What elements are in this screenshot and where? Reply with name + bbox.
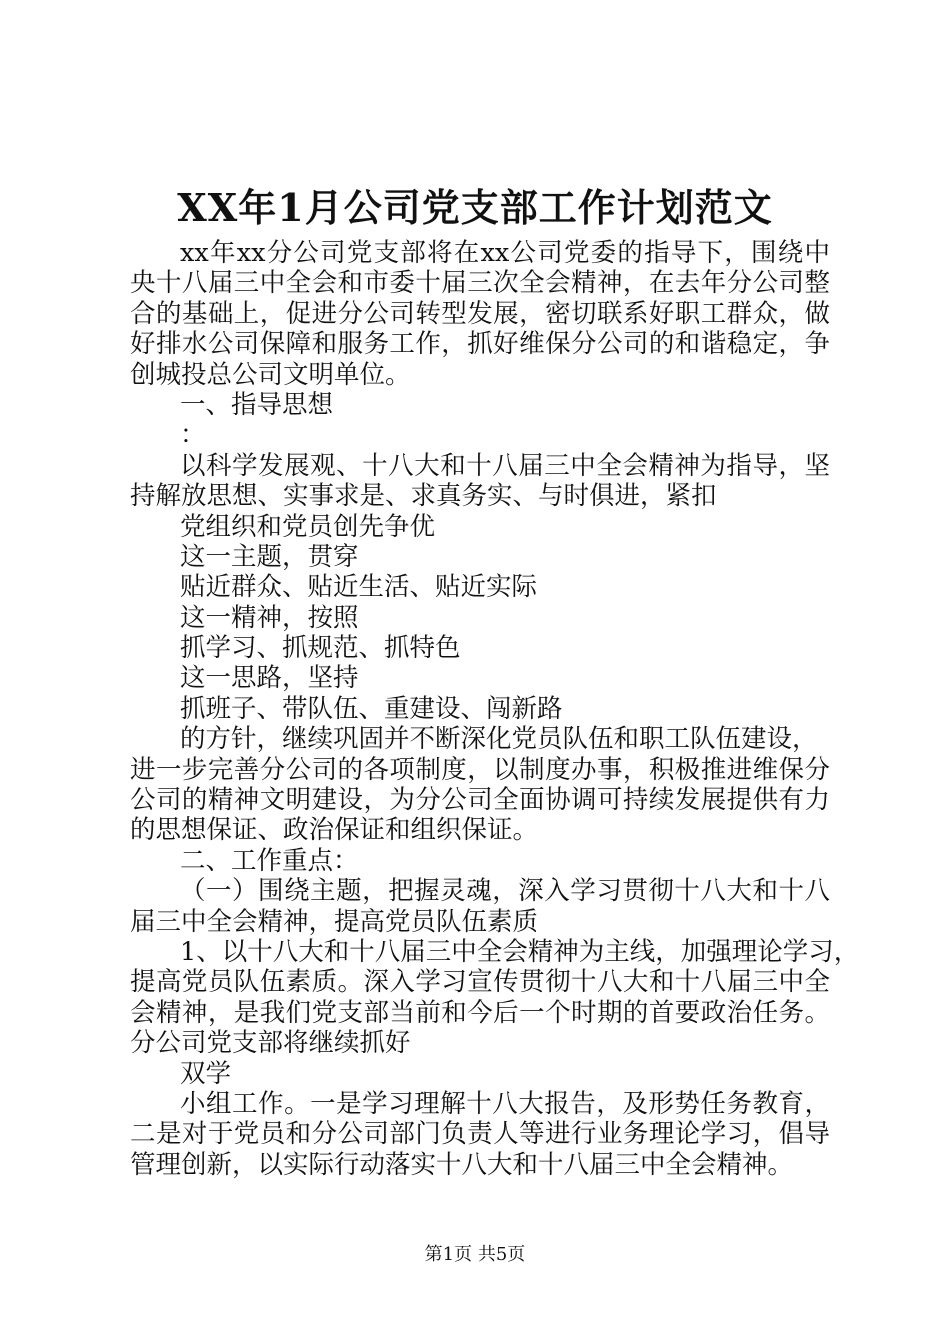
body-line: 届三中全会精神，提高党员队伍素质 [130,906,539,937]
body-line: 这一精神，按照 [180,602,359,633]
body-line: 1、以十八大和十八届三中全会精神为主线，加强理论学习， [180,936,860,967]
body-line: 央十八届三中全会和市委十届三次全会精神，在去年分公司整 [130,268,830,299]
body-line: 的方针，继续巩固并不断深化党员队伍和职工队伍建设， [180,724,818,755]
body-line: 合的基础上，促进分公司转型发展，密切联系好职工群众，做 [130,298,830,329]
body-line: 会精神，是我们党支部当前和今后一个时期的首要政治任务。 [130,997,830,1028]
body-line: 分公司党支部将继续抓好 [130,1028,411,1059]
body-line: 党组织和党员创先争优 [180,511,436,542]
document-body [130,238,860,1180]
body-line: 双学 [180,1058,232,1089]
body-line: 抓学习、抓规范、抓特色 [180,633,461,664]
section-heading-guiding-ideology: 一、指导思想 [180,389,334,420]
body-line: 二是对于党员和分公司部门负责人等进行业务理论学习，倡导 [130,1119,830,1150]
body-line: 好排水公司保障和服务工作，抓好维保分公司的和谐稳定，争 [130,329,830,360]
body-line: 小组工作。一是学习理解十八大报告，及形势任务教育， [180,1088,830,1119]
body-line: 公司的精神文明建设，为分公司全面协调可持续发展提供有力 [130,785,830,816]
body-line: 抓班子、带队伍、重建设、闯新路 [180,693,563,724]
body-line: （一）围绕主题，把握灵魂，深入学习贯彻十八大和十八 [180,876,830,907]
body-line: ： [180,420,206,451]
document-title: XX年1月公司党支部工作计划范文 [177,185,773,230]
body-line: 这一主题，贯穿 [180,541,359,572]
section-heading-work-focus: 二、工作重点： [180,845,359,876]
body-line: 持解放思想、实事求是、求真务实、与时俱进，紧扣 [130,481,717,512]
body-line: 进一步完善分公司的各项制度，以制度办事，积极推进维保分 [130,754,830,785]
body-line: 这一思路，坚持 [180,663,359,694]
body-line: 提高党员队伍素质。深入学习宣传贯彻十八大和十八届三中全 [130,967,830,998]
page-footer: 第1页 共5页 [424,1244,526,1265]
body-line: xx年xx分公司党支部将在xx公司党委的指导下，围绕中 [180,238,830,268]
body-line: 的思想保证、政治保证和组织保证。 [130,815,539,846]
body-line: 以科学发展观、十八大和十八届三中全会精神为指导，坚 [180,450,830,481]
body-line: 管理创新，以实际行动落实十八大和十八届三中全会精神。 [130,1149,794,1180]
body-line: 贴近群众、贴近生活、贴近实际 [180,572,538,603]
body-line: 创城投总公司文明单位。 [130,359,411,390]
